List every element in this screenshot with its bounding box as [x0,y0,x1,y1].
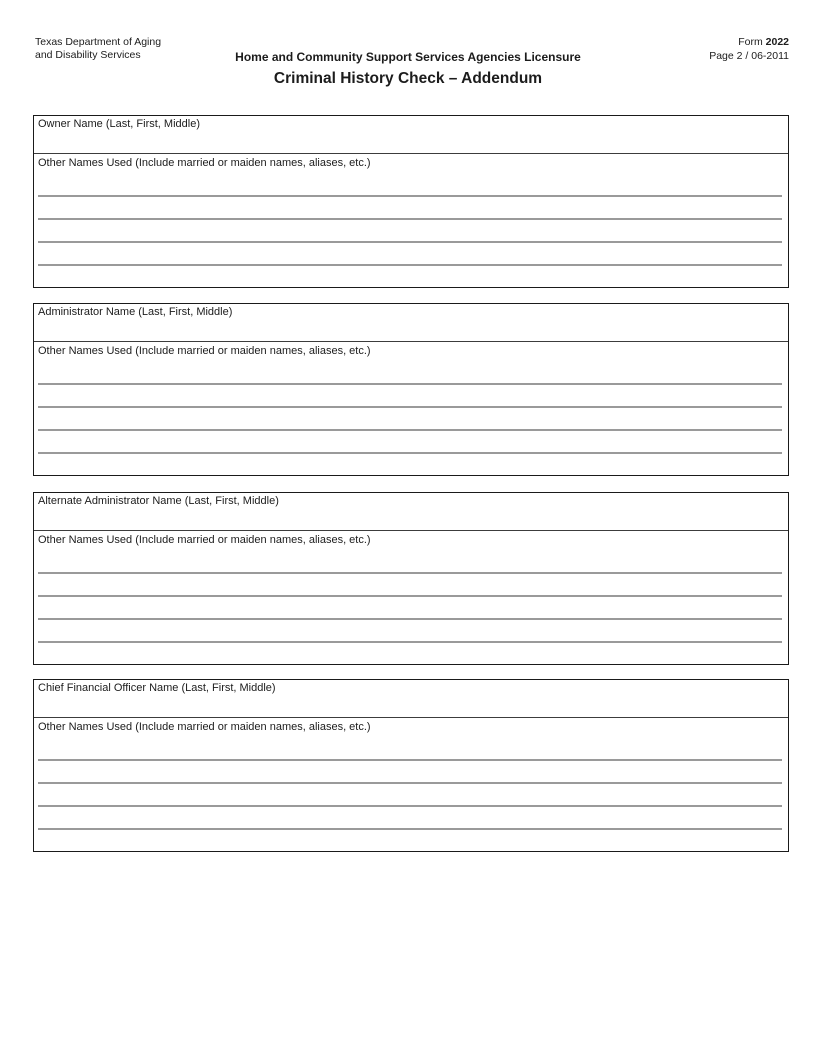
owner-name-value [38,131,784,145]
write-line [38,431,782,454]
alternate-administrator-name-field [34,493,788,531]
write-line [38,620,782,643]
write-line [38,784,782,807]
write-line [38,574,782,597]
cfo-name-field [34,680,788,718]
write-line [38,197,782,220]
form-meta [709,36,789,63]
program-title: Home and Community Support Services Agencies Licensure [235,50,581,64]
alternate-administrator-name-value [38,508,784,522]
write-line [38,738,782,761]
write-line [38,807,782,830]
other-names-label: Other Names Used (Include married or maiden names, aliases, etc.) [38,534,371,546]
alternate-administrator-other-names-field [34,531,788,643]
administrator-other-names-field [34,342,788,454]
section-chief-financial-officer [33,679,789,852]
other-names-label: Other Names Used (Include married or maiden names, aliases, etc.) [38,721,371,733]
write-lines [38,738,782,830]
write-line [38,385,782,408]
write-line [38,408,782,431]
cfo-name-label: Chief Financial Officer Name (Last, First, Middle) [38,682,276,694]
form-number: 2022 [765,36,789,48]
section-alternate-administrator [33,492,789,665]
owner-other-names-field [34,154,788,266]
page-info: Page 2 / 06-2011 [709,49,789,62]
form-number-label: Form [738,36,763,48]
write-line [38,597,782,620]
agency-name-line2: and Disability Services [35,49,141,61]
owner-name-field [34,116,788,154]
page-title-block [0,50,816,88]
form-number-line [709,36,789,50]
cfo-other-names-field [34,718,788,830]
owner-name-label: Owner Name (Last, First, Middle) [38,118,200,130]
write-line [38,761,782,784]
cfo-name-value [38,695,784,709]
section-administrator [33,303,789,476]
other-names-label: Other Names Used (Include married or maiden names, aliases, etc.) [38,157,371,169]
write-line [38,362,782,385]
write-line [38,243,782,266]
other-names-label: Other Names Used (Include married or maiden names, aliases, etc.) [38,345,371,357]
form-title: Criminal History Check – Addendum [273,70,543,87]
alternate-administrator-name-label: Alternate Administrator Name (Last, First, Middle) [38,495,279,507]
write-line [38,220,782,243]
administrator-name-label: Administrator Name (Last, First, Middle) [38,306,233,318]
write-lines [38,551,782,643]
agency-name-line1: Texas Department of Aging [35,36,162,48]
write-lines [38,174,782,266]
administrator-name-field [34,304,788,342]
administrator-name-value [38,319,784,333]
write-line [38,551,782,574]
section-owner [33,115,789,288]
write-line [38,174,782,197]
write-lines [38,362,782,454]
